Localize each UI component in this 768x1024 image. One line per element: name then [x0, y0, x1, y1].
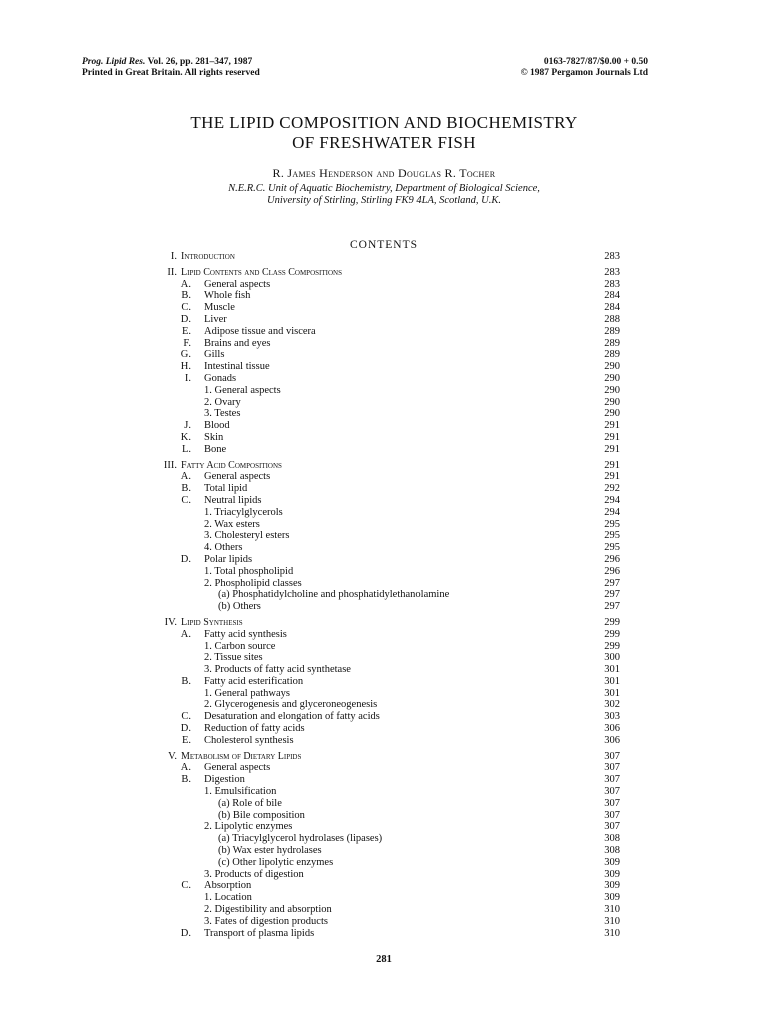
toc-entry	[0, 810, 768, 822]
toc-entry-page: 309	[604, 868, 620, 880]
toc-entry	[0, 314, 768, 326]
toc-entry-page: 284	[604, 290, 620, 302]
toc-entry-number: I.	[170, 251, 177, 262]
toc-entry	[0, 798, 768, 810]
toc-entry	[0, 652, 768, 664]
toc-entry-page: 291	[604, 420, 620, 432]
toc-entry-number: D.	[180, 313, 191, 325]
toc-entry-page: 307	[604, 821, 620, 833]
toc-entry-title: (a) Role of bile	[218, 797, 282, 809]
toc-entry	[0, 904, 768, 916]
toc-entry-page: 310	[604, 915, 620, 927]
toc-entry-page: 303	[604, 711, 620, 723]
toc-entry-number: C.	[181, 302, 191, 314]
toc-entry	[0, 432, 768, 444]
toc-entry-page: 289	[604, 337, 620, 349]
toc-entry-page: 306	[604, 734, 620, 746]
toc-entry-title: 3. Products of digestion	[204, 868, 304, 880]
toc-entry-page: 289	[604, 349, 620, 361]
toc-entry	[0, 892, 768, 904]
toc-entry-page: 301	[604, 664, 620, 676]
toc-entry-title: 3. Cholesteryl esters	[204, 530, 290, 542]
toc-entry-title: Adipose tissue and viscera	[204, 325, 316, 337]
toc-entry-title: (b) Wax ester hydrolases	[218, 845, 322, 857]
toc-entry	[0, 676, 768, 688]
toc-entry-page: 307	[604, 774, 620, 786]
toc-entry	[0, 251, 768, 263]
toc-entry-title: 2. Phospholipid classes	[204, 577, 302, 589]
toc-entry	[0, 589, 768, 601]
toc-entry	[0, 338, 768, 350]
title-line-1: THE LIPID COMPOSITION AND BIOCHEMISTRY	[190, 113, 578, 132]
toc-entry	[0, 507, 768, 519]
toc-entry-title: 3. Products of fatty acid synthetase	[204, 664, 351, 676]
toc-entry-page: 308	[604, 845, 620, 857]
toc-entry-title: 2. Wax esters	[204, 518, 260, 530]
toc-entry-title: Gonads	[204, 372, 237, 384]
toc-entry-page: 284	[604, 302, 620, 314]
toc-entry-title: 2. Tissue sites	[204, 652, 263, 664]
toc-entry-page: 294	[604, 494, 620, 506]
toc-entry	[0, 460, 768, 472]
toc-entry	[0, 519, 768, 531]
toc-entry-title: 1. General pathways	[204, 687, 291, 699]
toc-entry-title: (a) Phosphatidylcholine and phosphatidylethanolamine	[218, 589, 450, 601]
toc-entry	[0, 699, 768, 711]
toc-entry-page: 290	[604, 372, 620, 384]
toc-entry-page: 295	[604, 542, 620, 554]
toc-entry-title: Digestion	[204, 774, 245, 786]
toc-entry	[0, 578, 768, 590]
toc-entry-page: 292	[604, 483, 620, 495]
toc-entry-title: Transport of plasma lipids	[204, 927, 315, 939]
toc-entry-page: 306	[604, 723, 620, 735]
toc-entry	[0, 762, 768, 774]
toc-entry-title: Skin	[204, 431, 224, 443]
toc-entry	[0, 786, 768, 798]
toc-entry-page: 307	[604, 750, 620, 762]
toc-entry-number: IV.	[164, 616, 177, 628]
toc-entry	[0, 542, 768, 554]
toc-entry-title: Metabolism of Dietary Lipids	[181, 750, 302, 762]
toc-entry-page: 295	[604, 530, 620, 542]
toc-entry-title: (a) Triacylglycerol hydrolases (lipases)	[218, 833, 383, 845]
toc-entry-title: Muscle	[204, 302, 235, 314]
journal-citation-line	[82, 57, 260, 68]
toc-entry-title: Reduction of fatty acids	[204, 723, 305, 735]
toc-entry-title: Introduction	[181, 251, 235, 262]
toc-entry	[0, 444, 768, 456]
toc-entry	[0, 821, 768, 833]
toc-entry-page: 299	[604, 628, 620, 640]
toc-entry-title: Absorption	[204, 880, 252, 892]
toc-entry-number: C.	[181, 880, 191, 892]
toc-entry-title: 2. Digestibility and absorption	[204, 904, 332, 916]
authors: R. James Henderson and Douglas R. Tocher	[272, 166, 496, 180]
toc-entry-number: A.	[180, 471, 191, 483]
toc-entry-page: 310	[604, 927, 620, 939]
toc-entry	[0, 880, 768, 892]
toc-entry-title: 1. Triacylglycerols	[204, 506, 283, 518]
toc-entry	[0, 408, 768, 420]
toc-entry-title: Fatty acid esterification	[204, 675, 304, 687]
toc-entry	[0, 845, 768, 857]
toc-entry-number: G.	[180, 349, 191, 361]
toc-entry	[0, 688, 768, 700]
toc-entry-title: 3. Fates of digestion products	[204, 915, 328, 927]
toc-entry-title: Brains and eyes	[204, 337, 271, 349]
toc-entry-page: 295	[604, 518, 620, 530]
toc-entry-title: 1. Location	[204, 892, 252, 904]
journal-header-right	[521, 57, 648, 79]
toc-entry-title: Lipid Synthesis	[181, 616, 243, 628]
toc-entry-title: Bone	[204, 443, 227, 455]
toc-entry	[0, 302, 768, 314]
toc-entry-title: Cholesterol synthesis	[204, 734, 294, 746]
toc-entry-title: 1. Total phospholipid	[204, 565, 294, 577]
toc-entry-number: D.	[180, 927, 191, 939]
toc-entry-title: Intestinal tissue	[204, 361, 270, 373]
toc-entry	[0, 373, 768, 385]
toc-entry-page: 291	[604, 459, 620, 471]
toc-entry	[0, 711, 768, 723]
toc-entry-page: 309	[604, 892, 620, 904]
contents-heading: CONTENTS	[349, 239, 419, 251]
toc-entry-page: 290	[604, 396, 620, 408]
toc-entry-number: E.	[181, 325, 191, 337]
toc-entry-title: Gills	[204, 349, 225, 361]
toc-entry-number: A.	[180, 628, 191, 640]
toc-entry-page: 291	[604, 471, 620, 483]
toc-entry-title: Neutral lipids	[204, 494, 262, 506]
toc-entry-title: (b) Bile composition	[218, 809, 305, 821]
toc-entry	[0, 267, 768, 279]
toc-entry	[0, 617, 768, 629]
toc-entry	[0, 774, 768, 786]
toc-entry	[0, 554, 768, 566]
toc-entry-page: 289	[604, 325, 620, 337]
toc-entry-page: 297	[604, 589, 620, 601]
toc-entry-page: 302	[604, 699, 620, 711]
toc-entry-number: I.	[184, 372, 191, 384]
toc-entry	[0, 857, 768, 869]
toc-entry-page: 309	[604, 880, 620, 892]
toc-entry	[0, 751, 768, 763]
page-number: 281	[376, 954, 392, 965]
toc-entry-page: 307	[604, 797, 620, 809]
toc-entry	[0, 290, 768, 302]
toc-entry-title: Polar lipids	[204, 553, 253, 565]
paper-title	[0, 113, 768, 153]
toc-entry-number: II.	[167, 266, 177, 278]
toc-entry-number: L.	[181, 443, 191, 455]
toc-entry-number: A.	[180, 278, 191, 290]
toc-entry	[0, 495, 768, 507]
toc-entry	[0, 385, 768, 397]
toc-entry-title: General aspects	[204, 762, 271, 774]
toc-entry-page: 307	[604, 809, 620, 821]
toc-entry-number: V.	[168, 750, 177, 762]
toc-entry-title: 1. Carbon source	[204, 640, 276, 652]
toc-entry-title: (c) Other lipolytic enzymes	[218, 856, 334, 868]
toc-entry-title: 4. Others	[204, 542, 243, 554]
toc-entry-title: Blood	[204, 420, 230, 432]
toc-entry-page: 290	[604, 408, 620, 420]
toc-entry-page: 299	[604, 640, 620, 652]
toc-entry-page: 290	[604, 361, 620, 373]
toc-entry-number: K.	[180, 431, 191, 443]
toc-entry-number: C.	[181, 494, 191, 506]
printed-notice: Printed in Great Britain. All rights reserved	[82, 68, 260, 78]
toc-entry	[0, 530, 768, 542]
toc-entry-number: B.	[181, 483, 191, 495]
toc-entry-page: 297	[604, 601, 620, 613]
toc-entry	[0, 869, 768, 881]
toc-entry	[0, 664, 768, 676]
toc-entry	[0, 279, 768, 291]
title-line-2: OF FRESHWATER FISH	[292, 133, 476, 152]
toc-entry-number: B.	[181, 774, 191, 786]
toc-entry-number: B.	[181, 675, 191, 687]
toc-entry-title: General aspects	[204, 471, 271, 483]
toc-entry	[0, 483, 768, 495]
toc-entry-page: 300	[604, 652, 620, 664]
toc-entry-title: Desaturation and elongation of fatty acids	[204, 711, 380, 723]
toc-entry-page: 296	[604, 565, 620, 577]
toc-entry-title: 3. Testes	[204, 408, 241, 420]
toc-entry-title: 1. General aspects	[204, 384, 281, 396]
journal-header-left	[82, 57, 260, 79]
toc-entry-title: (b) Others	[218, 601, 261, 613]
toc-entry-number: A.	[180, 762, 191, 774]
toc-entry-page: 309	[604, 856, 620, 868]
toc-entry-page: 283	[604, 251, 620, 262]
toc-entry-page: 291	[604, 443, 620, 455]
toc-entry-title: Fatty acid synthesis	[204, 628, 287, 640]
toc-entry-page: 310	[604, 904, 620, 916]
toc-entry-title: Liver	[204, 313, 227, 325]
toc-entry-number: D.	[180, 553, 191, 565]
toc-entry-page: 299	[604, 616, 620, 628]
toc-entry	[0, 420, 768, 432]
journal-name: Prog. Lipid Res.	[82, 57, 146, 67]
toc-entry-number: C.	[181, 711, 191, 723]
toc-entry-page: 290	[604, 384, 620, 396]
toc-entry-title: 2. Ovary	[204, 396, 241, 408]
toc-entry-page: 307	[604, 786, 620, 798]
toc-entry-number: D.	[180, 723, 191, 735]
toc-entry-title: Fatty Acid Compositions	[181, 459, 282, 471]
toc-entry-title: General aspects	[204, 278, 271, 290]
affiliation	[0, 183, 768, 207]
journal-volume: Vol. 26, pp. 281–347, 1987	[147, 57, 253, 67]
toc-entry-number: B.	[181, 290, 191, 302]
toc-entry	[0, 566, 768, 578]
toc-entry	[0, 349, 768, 361]
toc-entry-title: Lipid Contents and Class Compositions	[181, 266, 342, 278]
toc-entry	[0, 397, 768, 409]
toc-entry-page: 291	[604, 431, 620, 443]
toc-entry-title: 2. Glycerogenesis and glyceroneogenesis	[204, 699, 378, 711]
article-code: 0163-7827/87/$0.00 + 0.50	[543, 57, 648, 67]
toc-entry-title: Total lipid	[204, 483, 248, 495]
toc-entry-page: 308	[604, 833, 620, 845]
toc-entry-page: 297	[604, 577, 620, 589]
toc-entry-page: 296	[604, 553, 620, 565]
table-of-contents	[0, 251, 768, 939]
toc-entry-number: H.	[180, 361, 191, 373]
toc-entry	[0, 361, 768, 373]
toc-entry-page: 294	[604, 506, 620, 518]
toc-entry	[0, 629, 768, 641]
toc-entry	[0, 601, 768, 613]
toc-entry-page: 301	[604, 687, 620, 699]
toc-entry-number: E.	[181, 734, 191, 746]
toc-entry-page: 283	[604, 278, 620, 290]
affiliation-line-2: University of Stirling, Stirling FK9 4LA, Scotland, U.K.	[267, 195, 501, 206]
toc-entry	[0, 916, 768, 928]
toc-entry-page: 301	[604, 675, 620, 687]
toc-entry	[0, 641, 768, 653]
toc-entry-page: 283	[604, 266, 620, 278]
toc-entry-number: III.	[163, 459, 177, 471]
affiliation-line-1: N.E.R.C. Unit of Aquatic Biochemistry, Department of Biological Science,	[228, 183, 540, 194]
toc-entry	[0, 833, 768, 845]
toc-entry	[0, 735, 768, 747]
toc-entry-number: J.	[184, 420, 191, 432]
toc-entry	[0, 928, 768, 940]
toc-entry-title: 2. Lipolytic enzymes	[204, 821, 293, 833]
toc-entry	[0, 723, 768, 735]
toc-entry-title: 1. Emulsification	[204, 786, 277, 798]
toc-entry	[0, 471, 768, 483]
toc-entry-page: 288	[604, 313, 620, 325]
toc-entry	[0, 326, 768, 338]
copyright-notice: © 1987 Pergamon Journals Ltd	[520, 68, 648, 78]
toc-entry-title: Whole fish	[204, 290, 251, 302]
toc-entry-page: 307	[604, 762, 620, 774]
toc-entry-number: F.	[183, 337, 191, 349]
